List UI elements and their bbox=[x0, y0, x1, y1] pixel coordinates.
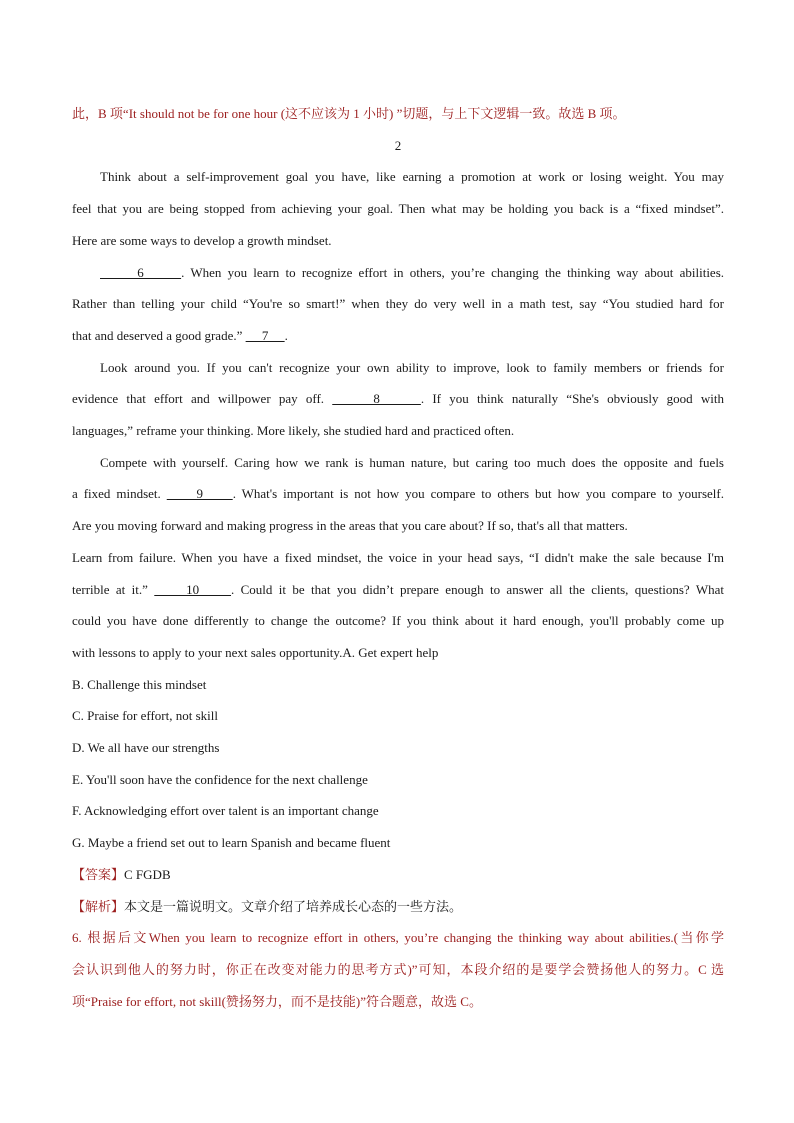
options-list bbox=[72, 669, 724, 859]
blank-10[interactable]: 10 bbox=[154, 581, 232, 597]
blank-6[interactable]: 6 bbox=[100, 264, 182, 280]
paragraph-line: Compete with yourself. Caring how we rank is human nature, but caring too much does the opposite and fuels bbox=[100, 454, 724, 470]
paragraph-line: a fixed mindset. 9 . What's important is not how you compare to others but how you compare to yourself. bbox=[72, 486, 724, 502]
blank-9[interactable]: 9 bbox=[166, 486, 233, 502]
paragraph-line: feel that you are being stopped from achieving your goal. Then what may be holding you back is a “fixed mindset”. bbox=[72, 201, 724, 217]
paragraph-blank-10 bbox=[72, 542, 724, 669]
explanation-line: 6. 根据后文When you learn to recognize effort in others, you’re changing the thinking way about abilities.(当你学 bbox=[72, 930, 724, 946]
paragraph-line: evidence that effort and willpower pay off. 8 . If you think naturally “She's obviously good with bbox=[72, 391, 725, 407]
paragraph-intro bbox=[72, 161, 724, 256]
paragraph-line: Think about a self-improvement goal you have, like earning a promotion at work or losing weight. You may bbox=[100, 169, 724, 185]
explanation-line: 项“Praise for effort, not skill(赞扬努力，而不是技能)”符合题意，故选 C。 bbox=[72, 993, 482, 1009]
answer-line bbox=[72, 859, 724, 891]
paragraph-line: terrible at it.” 10 . Could it be that you didn’t prepare enough to answer all the clients, questions? What bbox=[72, 581, 724, 597]
intro-line: 此，B 项“It should not be for one hour (这不应该为 1 小时) ”切题，与上下文逻辑一致。故选 B 项。 bbox=[72, 106, 626, 121]
answer-value: C FGDB bbox=[124, 866, 171, 882]
analysis-line bbox=[72, 891, 724, 923]
paragraph-line: could you have done differently to change the outcome? If you think about it hard enough, you'll probably come up bbox=[72, 613, 724, 629]
paragraph-line: Here are some ways to develop a growth mindset. bbox=[72, 232, 332, 248]
paragraph-line: languages,” reframe your thinking. More likely, she studied hard and practiced often. bbox=[72, 423, 515, 439]
answer-label: 【答案】 bbox=[72, 866, 125, 882]
explanation-6 bbox=[72, 922, 724, 1017]
paragraph-line: Learn from failure. When you have a fixed mindset, the voice in your head says, “I didn't make the sale because I'm bbox=[72, 549, 724, 565]
document-page bbox=[72, 98, 724, 1017]
analysis-label: 【解析】 bbox=[72, 898, 125, 914]
explanation-line: 会认识到他人的努力时，你正在改变对能力的思考方式)”可知，本段介绍的是要学会赞扬他人的努力。C 选 bbox=[72, 961, 724, 977]
option-item: E. You'll soon have the confidence for the next challenge bbox=[72, 771, 368, 787]
paragraph-blank-6 bbox=[72, 257, 724, 352]
paragraph-line: 6 . When you learn to recognize effort in others, you’re changing the thinking way about abilities. bbox=[100, 264, 725, 280]
blank-8[interactable]: 8 bbox=[332, 391, 421, 407]
blank-7[interactable]: 7 bbox=[245, 327, 285, 343]
section-number: 2 bbox=[394, 137, 402, 153]
paragraph-line: that and deserved a good grade.” 7 . bbox=[72, 327, 288, 343]
option-item: B. Challenge this mindset bbox=[72, 676, 207, 692]
paragraph-line: Rather than telling your child “You're so smart!” when they do very well in a math test, say “You studied hard for bbox=[72, 296, 724, 312]
paragraph-line: Are you moving forward and making progress in the areas that you care about? If so, that's all that matters. bbox=[72, 518, 628, 534]
option-item: F. Acknowledging effort over talent is an important change bbox=[72, 803, 379, 819]
option-item: D. We all have our strengths bbox=[72, 740, 220, 756]
paragraph-blank-9 bbox=[72, 447, 724, 542]
option-item: G. Maybe a friend set out to learn Spanish and became fluent bbox=[72, 835, 391, 851]
paragraph-line: with lessons to apply to your next sales opportunity.A. Get expert help bbox=[72, 644, 439, 660]
analysis-text: 本文是一篇说明文。文章介绍了培养成长心态的一些方法。 bbox=[124, 898, 463, 914]
option-item: C. Praise for effort, not skill bbox=[72, 708, 218, 724]
paragraph-blank-8 bbox=[72, 352, 724, 447]
paragraph-line: Look around you. If you can't recognize your own ability to improve, look to family members or friends for bbox=[100, 359, 724, 375]
